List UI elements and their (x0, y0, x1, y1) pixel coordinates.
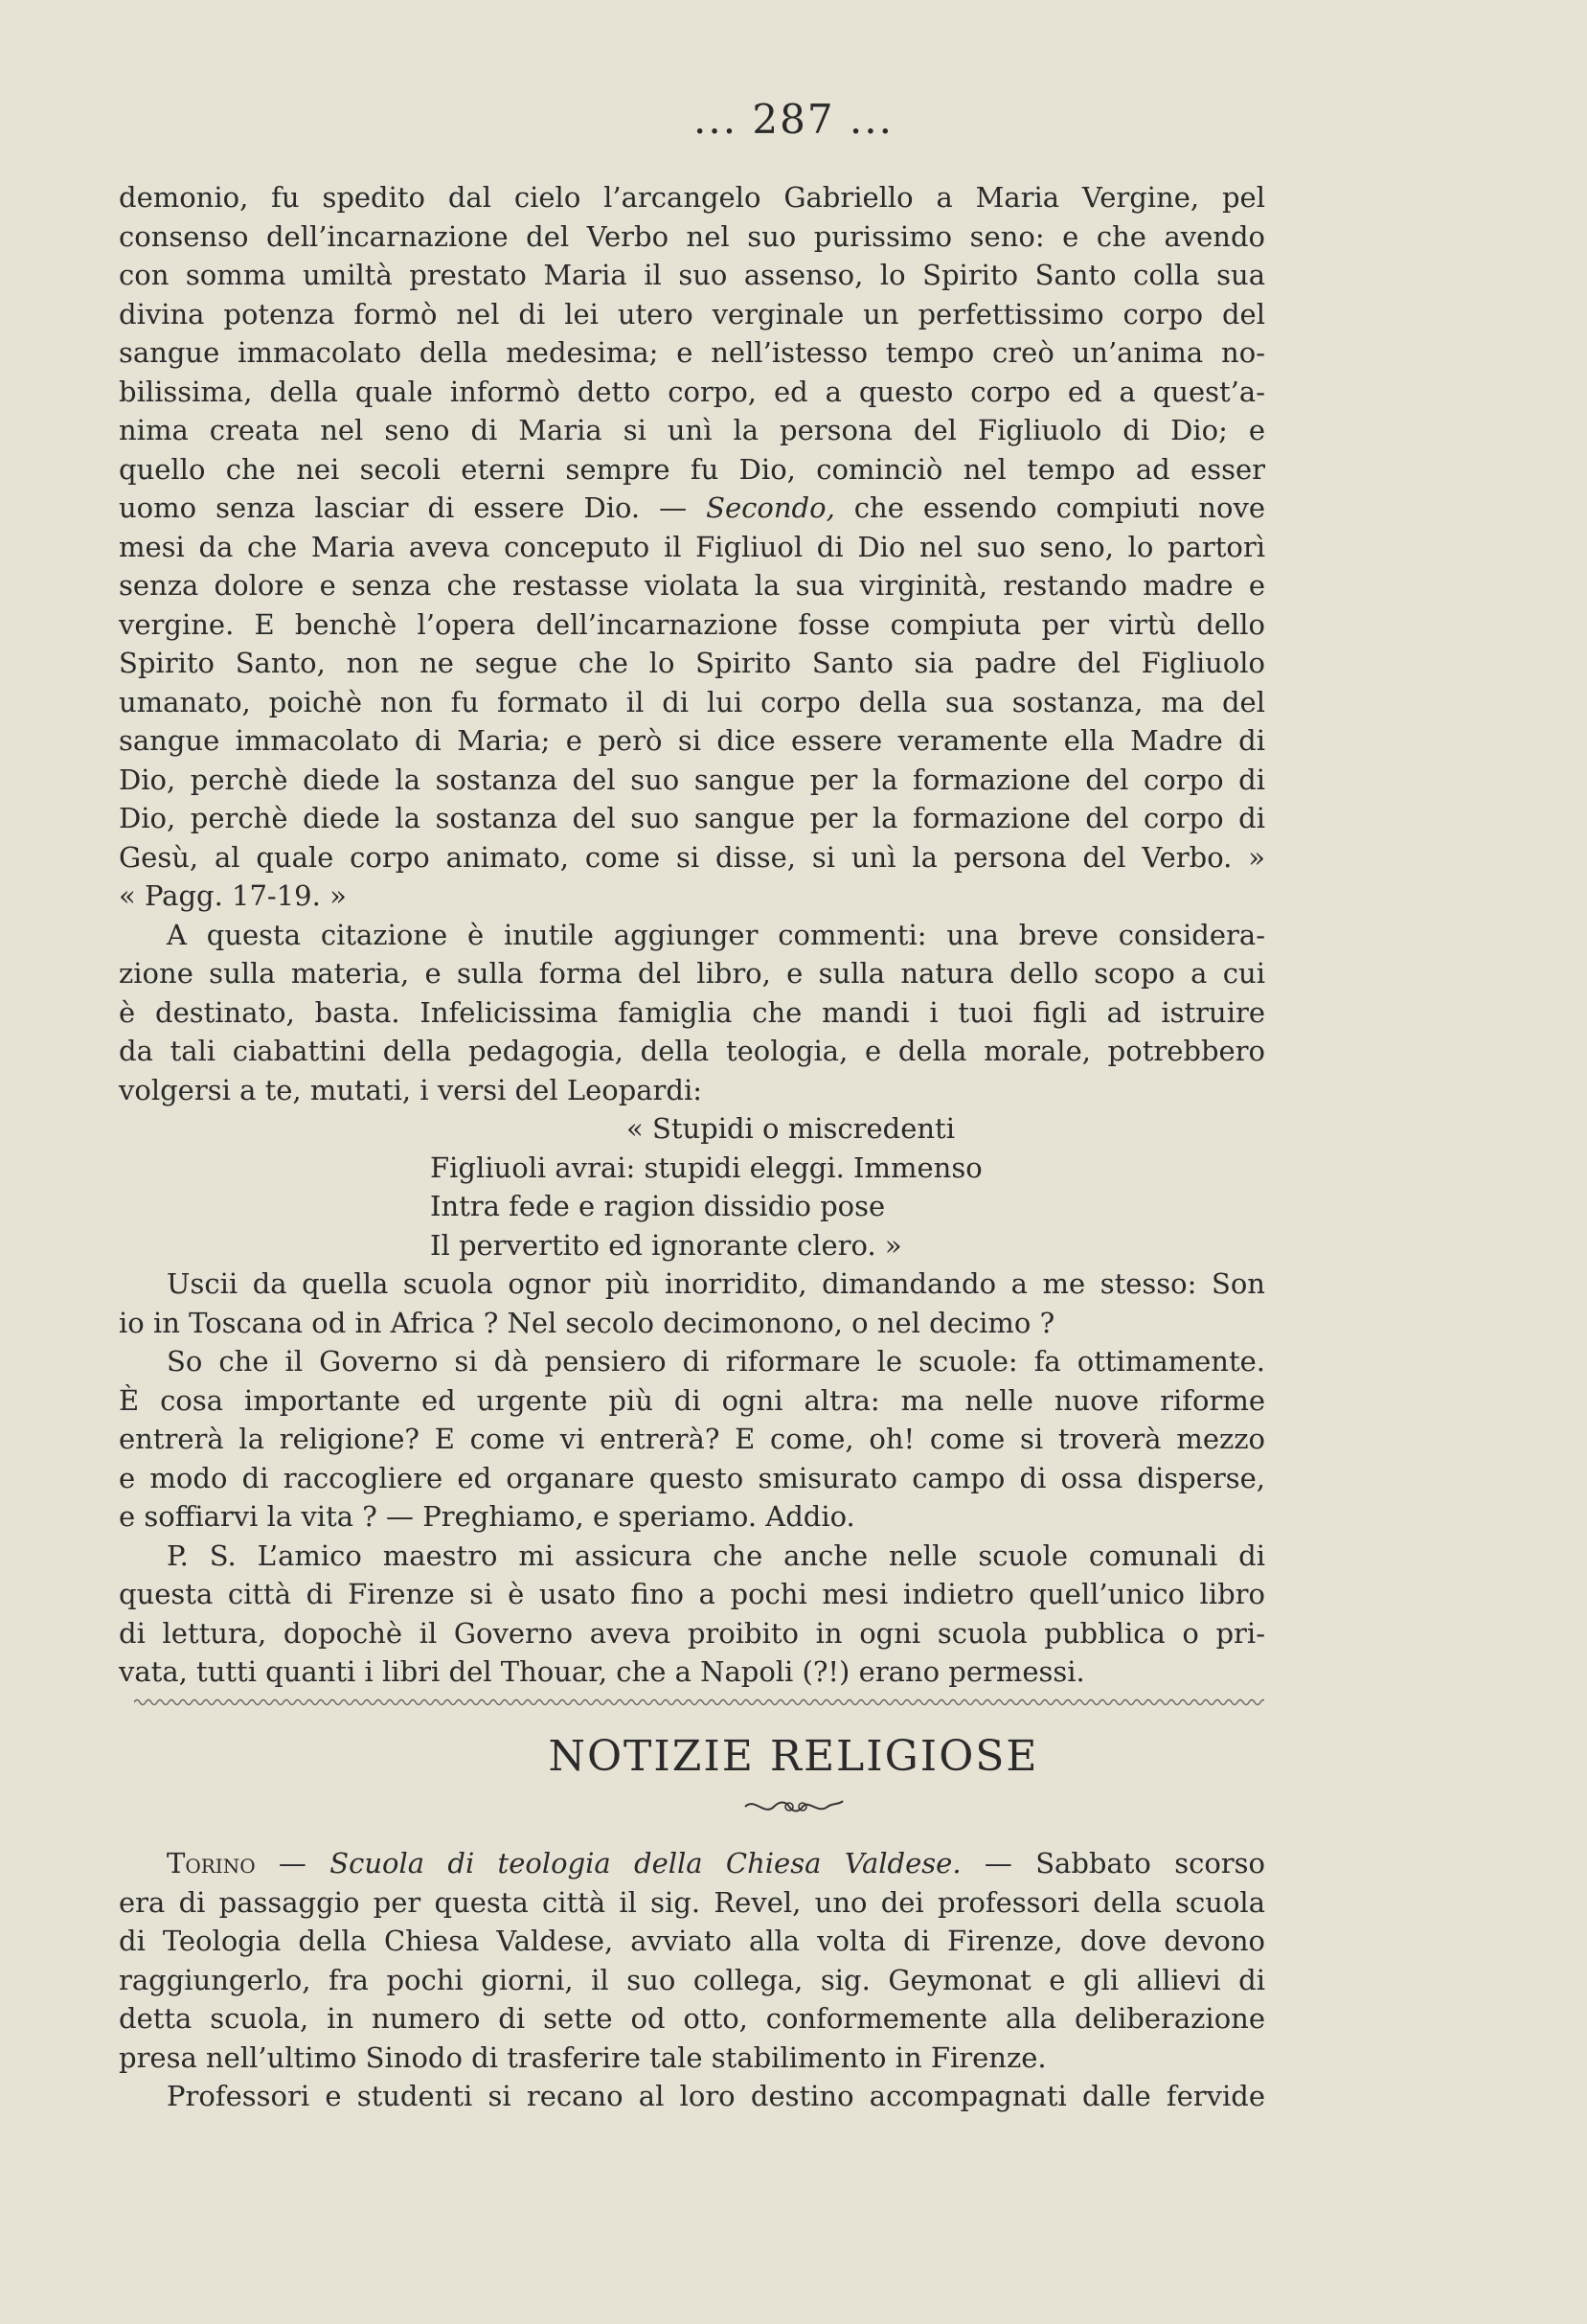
text-line: umanato, poichè non fu formato il di lui corpo della sua sostanza, ma del (119, 685, 1265, 718)
text-line: So che il Governo si dà pensiero di riformare le scuole: fa ottimamente. (167, 1345, 1265, 1378)
text-line: mesi da che Maria aveva conceputo il Figliuol di Dio nel suo seno, lo partorì (119, 530, 1265, 563)
text-line: era di passaggio per questa città il sig. Revel, uno dei professori della scuola (119, 1885, 1265, 1919)
text-span: — (255, 1847, 330, 1880)
text-line (119, 489, 1265, 528)
text-line: A questa citazione è inutile aggiunger commenti: una breve considera- (167, 918, 1265, 951)
text-line: questa città di Firenze si è usato fino a pochi mesi indietro quell’unico libro (119, 1578, 1265, 1610)
text-line: zione sulla materia, e sulla forma del libro, e sulla natura dello scopo a cui (119, 957, 1265, 990)
text-line: quello che nei secoli eterni sempre fu Dio, cominciò nel tempo ad esser (119, 452, 1265, 486)
text-line (119, 1844, 1265, 1883)
text-line: con somma umiltà prestato Maria il suo assenso, lo Spirito Santo colla sua (119, 259, 1265, 291)
text-line: Professori e studenti si recano al loro destino accompagnati dalle fervide (167, 2080, 1265, 2112)
news-place: Torino (167, 1847, 256, 1880)
text-line: Dio, perchè diede la sostanza del suo sangue per la formazione del corpo di (119, 802, 1265, 834)
text-line: di lettura, dopochè il Governo aveva proibito in ogni scuola pubblica o pri- (119, 1616, 1265, 1650)
text-line: È cosa importante ed urgente più di ogni altra: ma nelle nuove riforme (119, 1383, 1265, 1417)
poem-line: Figliuoli avrai: stupidi eleggi. Immenso (430, 1151, 983, 1184)
wavy-rule-divider (134, 1696, 1264, 1709)
text-span: uomo senza lasciar di essere Dio. — (119, 491, 688, 524)
ornament-flourish-icon (741, 1795, 847, 1818)
text-line: P. S. L’amico maestro mi assicura che anche nelle scuole comunali di (167, 1538, 1265, 1572)
text-line: presa nell’ultimo Sinodo di trasferire tale stabilimento in Firenze. (119, 2040, 1047, 2074)
poem-line: Il pervertito ed ignorante clero. » (430, 1228, 902, 1262)
text-line: vergine. E benchè l’opera dell’incarnazione fosse compiuta per virtù dello (119, 607, 1265, 641)
text-line: nima creata nel seno di Maria si unì la persona del Figliuolo di Dio; e (119, 414, 1265, 446)
italic-term: Secondo, (706, 491, 835, 524)
poem-quote (119, 1109, 1265, 1265)
text-span: che essendo compiuti nove (853, 491, 1265, 524)
news-topic: Scuola di teologia della Chiesa Valdese. (329, 1847, 962, 1880)
citation: « Pagg. 17-19. » (119, 879, 347, 912)
text-line: e soffiarvi la vita ? — Preghiamo, e speriamo. Addio. (119, 1500, 855, 1533)
text-line: e modo di raccogliere ed organare questo smisurato campo di ossa disperse, (119, 1461, 1265, 1494)
main-text (119, 178, 1265, 1692)
text-line: vata, tutti quanti i libri del Thouar, che a Napoli (?!) erano permessi. (119, 1655, 1085, 1688)
text-line: detta scuola, in numero di sette od otto, conformemente alla deliberazione (119, 2002, 1265, 2035)
text-line: da tali ciabattini della pedagogia, della teologia, e della morale, potrebbero (119, 1035, 1265, 1067)
text-line: sangue immacolato della medesima; e nell’istesso tempo creò un’anima no- (119, 336, 1265, 369)
text-line: è destinato, basta. Infelicissima famiglia che mandi i tuoi figli ad istruire (119, 995, 1265, 1029)
text-line: entrerà la religione? E come vi entrerà? E come, oh! come si troverà mezzo (119, 1423, 1265, 1455)
page-number: ... 287 ... (693, 96, 894, 143)
text-line: raggiungerlo, fra pochi giorni, il suo collega, sig. Geymonat e gli allievi di (119, 1963, 1265, 1996)
poem-line: Intra fede e ragion dissidio pose (430, 1190, 886, 1222)
section-title: NOTIZIE RELIGIOSE (548, 1732, 1039, 1781)
text-line: io in Toscana od in Africa ? Nel secolo decimonono, o nel decimo ? (119, 1306, 1055, 1339)
text-line: consenso dell’incarnazione del Verbo nel suo purissimo seno: e che avendo (119, 219, 1265, 253)
text-line: divina potenza formò nel di lei utero verginale un perfettissimo corpo del (119, 297, 1265, 330)
text-line: Uscii da quella scuola ognor più inorridito, dimandando a me stesso: Son (167, 1267, 1265, 1300)
text-line: di Teologia della Chiesa Valdese, avviato alla volta di Firenze, dove devono (119, 1925, 1265, 1957)
text-line: senza dolore e senza che restasse violata la sua virginità, restando madre e (119, 569, 1265, 602)
text-line: Dio, perchè diede la sostanza del suo sangue per la formazione del corpo di (119, 763, 1265, 796)
poem-line: « Stupidi o miscredenti (626, 1112, 955, 1145)
text-line: demonio, fu spedito dal cielo l’arcangelo Gabriello a Maria Vergine, pel (119, 181, 1265, 214)
news-text (119, 1844, 1265, 2116)
text-line: Spirito Santo, non ne segue che lo Spirito Santo sia padre del Figliuolo (119, 647, 1265, 679)
text-line: volgersi a te, mutati, i versi del Leopardi: (119, 1073, 703, 1106)
text-span: — Sabbato scorso (961, 1847, 1265, 1880)
text-line: bilissima, della quale informò detto corpo, ed a questo corpo ed a quest’a- (119, 375, 1265, 408)
text-line: sangue immacolato di Maria; e però si dice essere veramente ella Madre di (119, 724, 1265, 757)
text-line: Gesù, al quale corpo animato, come si disse, si unì la persona del Verbo. » (119, 840, 1265, 874)
